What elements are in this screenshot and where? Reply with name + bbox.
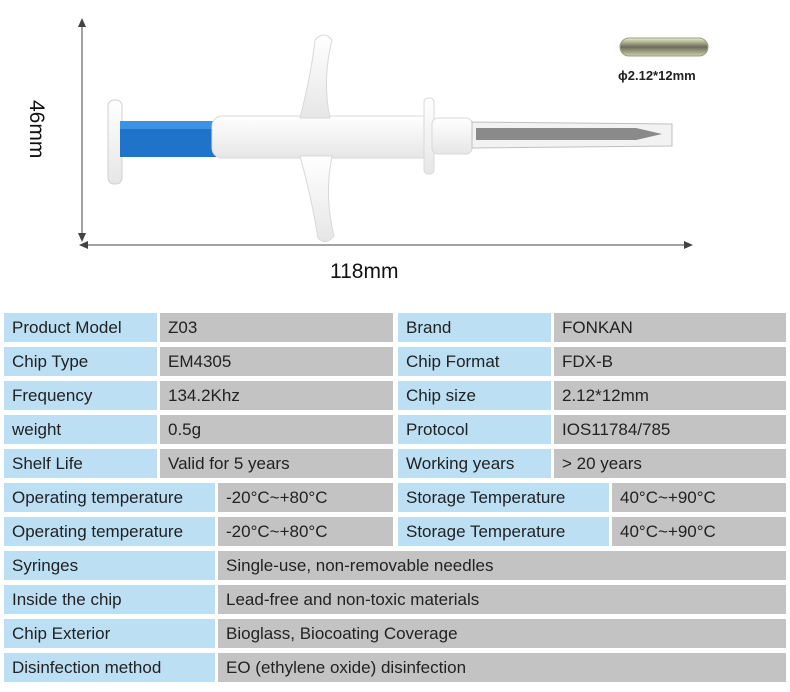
spec-value: Bioglass, Biocoating Coverage xyxy=(218,619,786,648)
table-row xyxy=(4,483,786,512)
spec-label: Brand xyxy=(398,313,551,342)
spec-label: Syringes xyxy=(4,551,215,580)
spec-label: Inside the chip xyxy=(4,585,215,614)
chip-dimension-label: ϕ2.12*12mm xyxy=(618,68,696,83)
spec-label: Chip Exterior xyxy=(4,619,215,648)
spec-label: weight xyxy=(4,415,157,444)
table-row xyxy=(4,585,786,614)
barrel xyxy=(212,116,432,158)
spec-value: Valid for 5 years xyxy=(160,449,393,478)
spec-label: Chip Format xyxy=(398,347,551,376)
table-row xyxy=(4,653,786,682)
table-row xyxy=(4,313,786,342)
spec-label: Operating temperature xyxy=(4,483,215,512)
spec-label: Chip size xyxy=(398,381,551,410)
needle xyxy=(476,128,636,140)
table-row xyxy=(4,347,786,376)
spec-value: 0.5g xyxy=(160,415,393,444)
plunger-disc xyxy=(108,100,122,184)
table-row xyxy=(4,619,786,648)
spec-label: Storage Temperature xyxy=(398,517,609,546)
spec-value: IOS11784/785 xyxy=(554,415,786,444)
spec-value: EM4305 xyxy=(160,347,393,376)
spec-label: Operating temperature xyxy=(4,517,215,546)
length-dimension-label: 118mm xyxy=(330,260,399,283)
height-dimension-label: 46mm xyxy=(25,100,48,159)
spec-label: Product Model xyxy=(4,313,157,342)
spec-label: Working years xyxy=(398,449,551,478)
spec-value: -20°C~+80°C xyxy=(218,517,393,546)
spec-value: 40°C~+90°C xyxy=(612,483,786,512)
spec-label: Disinfection method xyxy=(4,653,215,682)
spec-value: Lead-free and non-toxic materials xyxy=(218,585,786,614)
finger-grip-bottom xyxy=(300,156,334,242)
spec-label: Protocol xyxy=(398,415,551,444)
spec-value: Single-use, non-removable needles xyxy=(218,551,786,580)
spec-value: Z03 xyxy=(160,313,393,342)
spec-value: -20°C~+80°C xyxy=(218,483,393,512)
spec-label: Frequency xyxy=(4,381,157,410)
spec-value: FONKAN xyxy=(554,313,786,342)
finger-grip-top xyxy=(300,35,332,118)
spec-label: Shelf Life xyxy=(4,449,157,478)
syringe-illustration xyxy=(0,0,790,310)
chip-capsule xyxy=(620,38,708,56)
spec-value: FDX-B xyxy=(554,347,786,376)
table-row xyxy=(4,551,786,580)
spec-value: 134.2Khz xyxy=(160,381,393,410)
table-row xyxy=(4,415,786,444)
spec-value: EO (ethylene oxide) disinfection xyxy=(218,653,786,682)
table-row xyxy=(4,517,786,546)
spec-label: Chip Type xyxy=(4,347,157,376)
table-row xyxy=(4,449,786,478)
table-row xyxy=(4,381,786,410)
spec-value: 40°C~+90°C xyxy=(612,517,786,546)
spec-value: 2.12*12mm xyxy=(554,381,786,410)
spec-label: Storage Temperature xyxy=(398,483,609,512)
spec-value: > 20 years xyxy=(554,449,786,478)
